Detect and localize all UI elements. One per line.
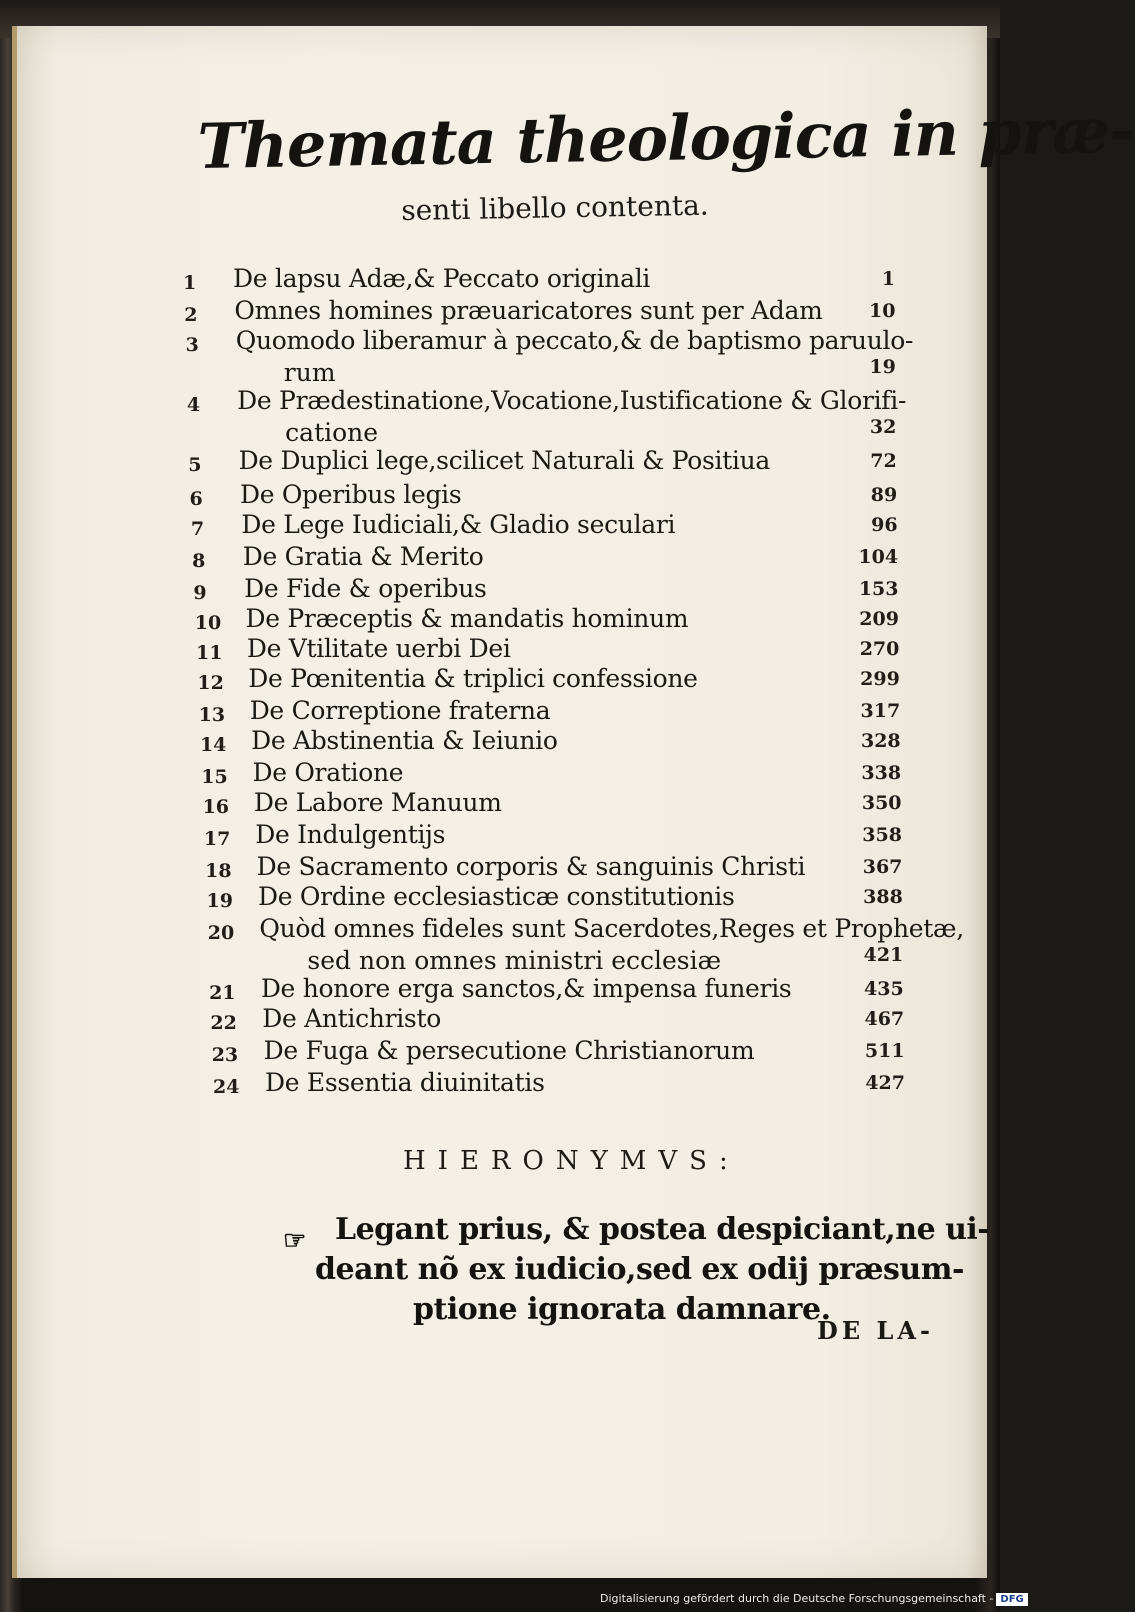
toc-number: 20 [207, 922, 235, 944]
toc-title: De Duplici lege,scilicet Naturali & Positiua [238, 446, 771, 475]
toc-entry [17, 634, 987, 666]
quote-author: HIERONYMVS: [403, 1146, 740, 1176]
page-title-continuation: senti libello contenta. [401, 188, 709, 227]
table-of-contents [17, 26, 1135, 1126]
toc-title: De Præceptis & mandatis hominum [245, 604, 689, 633]
toc-number: 17 [203, 828, 231, 850]
toc-number: 19 [206, 890, 233, 912]
quote-line-1: Legant prius, & postea despiciant,ne ui- [335, 1212, 990, 1247]
toc-entry [17, 788, 987, 820]
toc-entry [17, 510, 987, 542]
toc-entry [17, 446, 987, 478]
toc-page-number: 511 [864, 1040, 905, 1062]
dfg-logo: DFG [996, 1593, 1027, 1606]
toc-title: De Essentia diuinitatis [265, 1068, 545, 1097]
toc-entry [17, 882, 987, 914]
toc-number: 18 [205, 860, 232, 882]
toc-entry [17, 296, 987, 328]
quote-line-2: deant nõ ex iudicio,sed ex odij præsum- [315, 1252, 964, 1287]
toc-entry [17, 974, 987, 1006]
toc-entry [17, 820, 987, 852]
toc-number: 5 [188, 454, 202, 476]
toc-title: De Pœnitentia & triplici confessione [248, 664, 698, 693]
toc-page-number: 72 [870, 450, 897, 472]
toc-page-number: 350 [861, 792, 902, 814]
toc-page-number: 388 [863, 886, 903, 908]
toc-number: 7 [190, 518, 205, 540]
toc-page-number: 358 [862, 824, 902, 846]
toc-title-continuation: rum [283, 358, 336, 387]
toc-entry [17, 326, 987, 387]
manicule-icon: ☞ [283, 1226, 307, 1256]
toc-entry [17, 604, 987, 636]
toc-page-number: 32 [869, 416, 897, 438]
toc-number: 6 [189, 488, 203, 510]
toc-entry [17, 574, 987, 606]
toc-entry [17, 542, 987, 574]
toc-page-number: 435 [864, 978, 904, 1000]
toc-number: 1 [183, 272, 197, 294]
toc-title: De lapsu Adæ,& Peccato originali [233, 264, 651, 293]
toc-page-number: 89 [870, 484, 898, 506]
toc-page-number: 209 [859, 608, 899, 630]
toc-entry [17, 726, 987, 758]
toc-title: De Antichristo [262, 1004, 441, 1033]
toc-number: 22 [210, 1012, 237, 1034]
footer-text: Digitalisierung gefördert durch die Deutsche Forschungsgemeinschaft - [600, 1592, 994, 1605]
toc-entry [17, 480, 987, 512]
toc-page-number: 270 [859, 638, 900, 660]
digitization-footer [600, 1592, 1024, 1612]
toc-page-number: 421 [863, 944, 904, 966]
toc-number: 14 [199, 734, 227, 756]
toc-number: 11 [196, 642, 223, 664]
toc-page-number: 338 [861, 762, 902, 784]
toc-number: 8 [192, 550, 206, 572]
toc-number: 4 [186, 394, 201, 416]
toc-number: 12 [197, 672, 224, 694]
toc-number: 15 [201, 766, 228, 788]
toc-title: De Ordine ecclesiasticæ constitutionis [258, 882, 735, 911]
toc-page-number: 10 [868, 300, 896, 322]
toc-entry [17, 1068, 987, 1100]
toc-number: 23 [211, 1044, 239, 1066]
toc-entry [17, 664, 987, 696]
toc-entry [17, 696, 987, 728]
toc-title: Quòd omnes fideles sunt Sacerdotes,Reges et Prophetæ, [259, 914, 964, 943]
quote-line-3: ptione ignorata damnare. [413, 1292, 831, 1327]
toc-title: De Gratia & Merito [242, 542, 484, 571]
toc-title: De Oratione [252, 758, 404, 787]
toc-page-number: 299 [860, 668, 900, 690]
toc-entry [17, 264, 987, 296]
toc-title-continuation: catione [285, 418, 379, 447]
toc-entry [17, 758, 987, 790]
toc-entry [17, 386, 987, 447]
toc-page-number: 427 [865, 1072, 905, 1094]
toc-title: De Prædestinatione,Vocatione,Iustificatione & Glorifi- [237, 386, 907, 415]
toc-title: De Sacramento corporis & sanguinis Christi [256, 852, 806, 881]
toc-title: De Operibus legis [239, 480, 462, 509]
toc-entry [17, 914, 987, 975]
toc-number: 10 [194, 612, 222, 634]
toc-entry [17, 1036, 987, 1068]
book-page [12, 26, 1135, 1578]
toc-number: 16 [202, 796, 230, 818]
toc-page-number: 153 [858, 578, 899, 600]
toc-title: Quomodo liberamur à peccato,& de baptismo paruulo- [235, 326, 914, 355]
toc-entry [17, 1004, 987, 1036]
toc-title: De Lege Iudiciali,& Gladio seculari [241, 510, 676, 539]
toc-page-number: 317 [860, 700, 901, 722]
toc-title: De honore erga sanctos,& impensa funeris [260, 974, 792, 1003]
toc-page-number: 1 [881, 268, 895, 290]
toc-page-number: 96 [871, 514, 898, 536]
toc-title-continuation: sed non omnes ministri ecclesiæ [307, 946, 722, 975]
toc-title: De Vtilitate uerbi Dei [246, 634, 511, 663]
toc-title: De Fide & operibus [244, 574, 487, 603]
catchword: DE LA- [817, 1316, 934, 1345]
toc-number: 9 [193, 582, 207, 604]
toc-title: De Fuga & persecutione Christianorum [263, 1036, 755, 1065]
toc-title: De Labore Manuum [253, 788, 502, 817]
toc-title: De Indulgentijs [255, 820, 446, 849]
toc-page-number: 367 [862, 856, 903, 878]
toc-title: Omnes homines præuaricatores sunt per Adam [234, 296, 823, 325]
toc-page-number: 467 [864, 1008, 905, 1030]
page-title: Themata theologica in præ- [197, 93, 1135, 183]
toc-title: De Correptione fraterna [249, 696, 551, 725]
toc-number: 24 [213, 1076, 240, 1098]
toc-number: 2 [184, 304, 198, 326]
toc-number: 21 [209, 982, 236, 1004]
toc-number: 13 [198, 704, 226, 726]
toc-page-number: 19 [869, 356, 896, 378]
toc-page-number: 328 [860, 730, 901, 752]
page-content [17, 26, 1135, 1578]
toc-page-number: 104 [858, 546, 899, 568]
toc-entry [17, 852, 987, 884]
toc-number: 3 [185, 334, 199, 356]
toc-title: De Abstinentia & Ieiunio [251, 726, 558, 755]
